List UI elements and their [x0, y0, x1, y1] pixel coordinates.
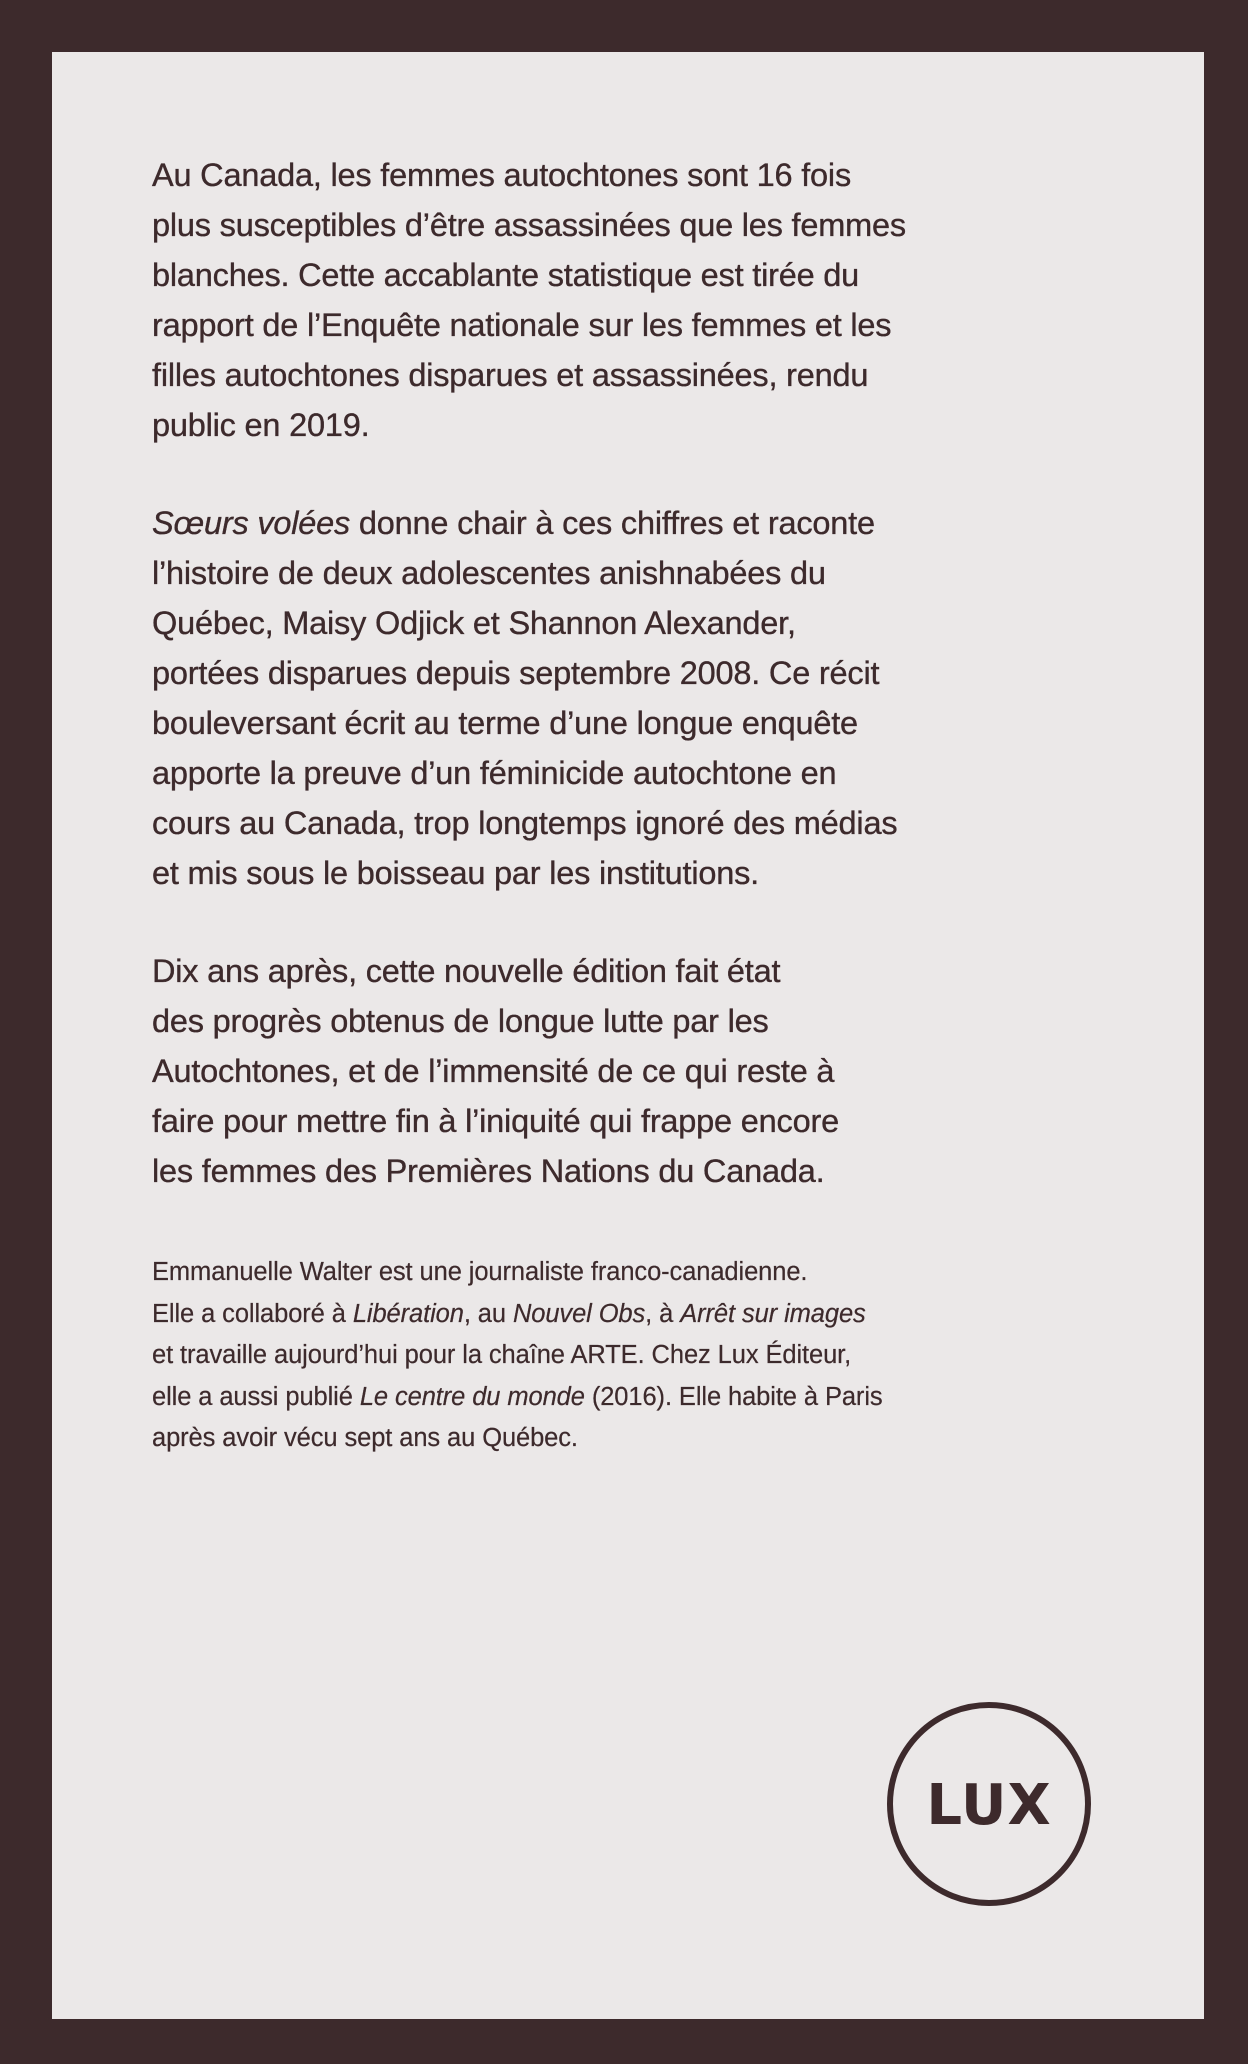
text-line: public en 2019. [152, 407, 370, 443]
text-line: blanches. Cette accablante statistique est tirée du [152, 257, 860, 293]
text-line [152, 1294, 1112, 1336]
text-line: Dix ans après, cette nouvelle édition fait état [152, 953, 781, 989]
text-fragment: donne chair à ces chiffres et raconte [350, 505, 875, 541]
publication-title: Arrêt sur images [680, 1299, 866, 1328]
text-line [152, 1377, 1112, 1419]
text-line: faire pour mettre fin à l’iniquité qui frappe encore [152, 1103, 839, 1139]
text-column [152, 150, 1112, 1460]
logo-text: LUX [926, 1772, 1052, 1838]
text-line: Au Canada, les femmes autochtones sont 16 fois [152, 157, 851, 193]
text-line: après avoir vécu sept ans au Québec. [152, 1424, 578, 1452]
book-title: Le centre du monde [359, 1382, 585, 1411]
text-line: Québec, Maisy Odjick et Shannon Alexander, [152, 605, 796, 641]
text-line: portées disparues depuis septembre 2008. Ce récit [152, 655, 880, 691]
back-cover-panel [52, 52, 1204, 2019]
text-line: apporte la preuve d’un féminicide autochtone en [152, 755, 837, 791]
lux-logo [887, 1702, 1091, 1906]
paragraph-book-summary [152, 498, 1112, 898]
text-line: et travaille aujourd’hui pour la chaîne ARTE. Chez Lux Éditeur, [152, 1341, 852, 1369]
text-line: plus susceptibles d’être assassinées que les femmes [152, 207, 906, 243]
text-line [152, 498, 1112, 548]
text-line: bouleversant écrit au terme d’une longue enquête [152, 705, 858, 741]
text-line: rapport de l’Enquête nationale sur les femmes et les [152, 307, 892, 343]
text-line: Autochtones, et de l’immensité de ce qui reste à [152, 1053, 835, 1089]
text-fragment: (2016). Elle habite à Paris [584, 1382, 883, 1411]
text-fragment: , à [645, 1299, 681, 1328]
text-line: filles autochtones disparues et assassinées, rendu [152, 357, 869, 393]
text-fragment: , au [463, 1299, 513, 1328]
text-line: cours au Canada, trop longtemps ignoré des médias [152, 805, 898, 841]
text-fragment: elle a aussi publié [152, 1382, 360, 1411]
publication-title: Nouvel Obs [512, 1299, 646, 1328]
author-bio [152, 1252, 1112, 1460]
text-line: des progrès obtenus de longue lutte par les [152, 1003, 769, 1039]
book-title: Sœurs volées [152, 505, 351, 541]
text-line: et mis sous le boisseau par les institutions. [152, 855, 759, 891]
paragraph-statistics [152, 150, 1112, 450]
paragraph-new-edition [152, 946, 1112, 1196]
text-line: les femmes des Premières Nations du Canada. [152, 1153, 825, 1189]
text-line: l’histoire de deux adolescentes anishnabées du [152, 555, 826, 591]
publication-title: Libération [352, 1299, 464, 1328]
text-line: Emmanuelle Walter est une journaliste franco-canadienne. [152, 1258, 808, 1286]
text-fragment: Elle a collaboré à [152, 1299, 353, 1328]
